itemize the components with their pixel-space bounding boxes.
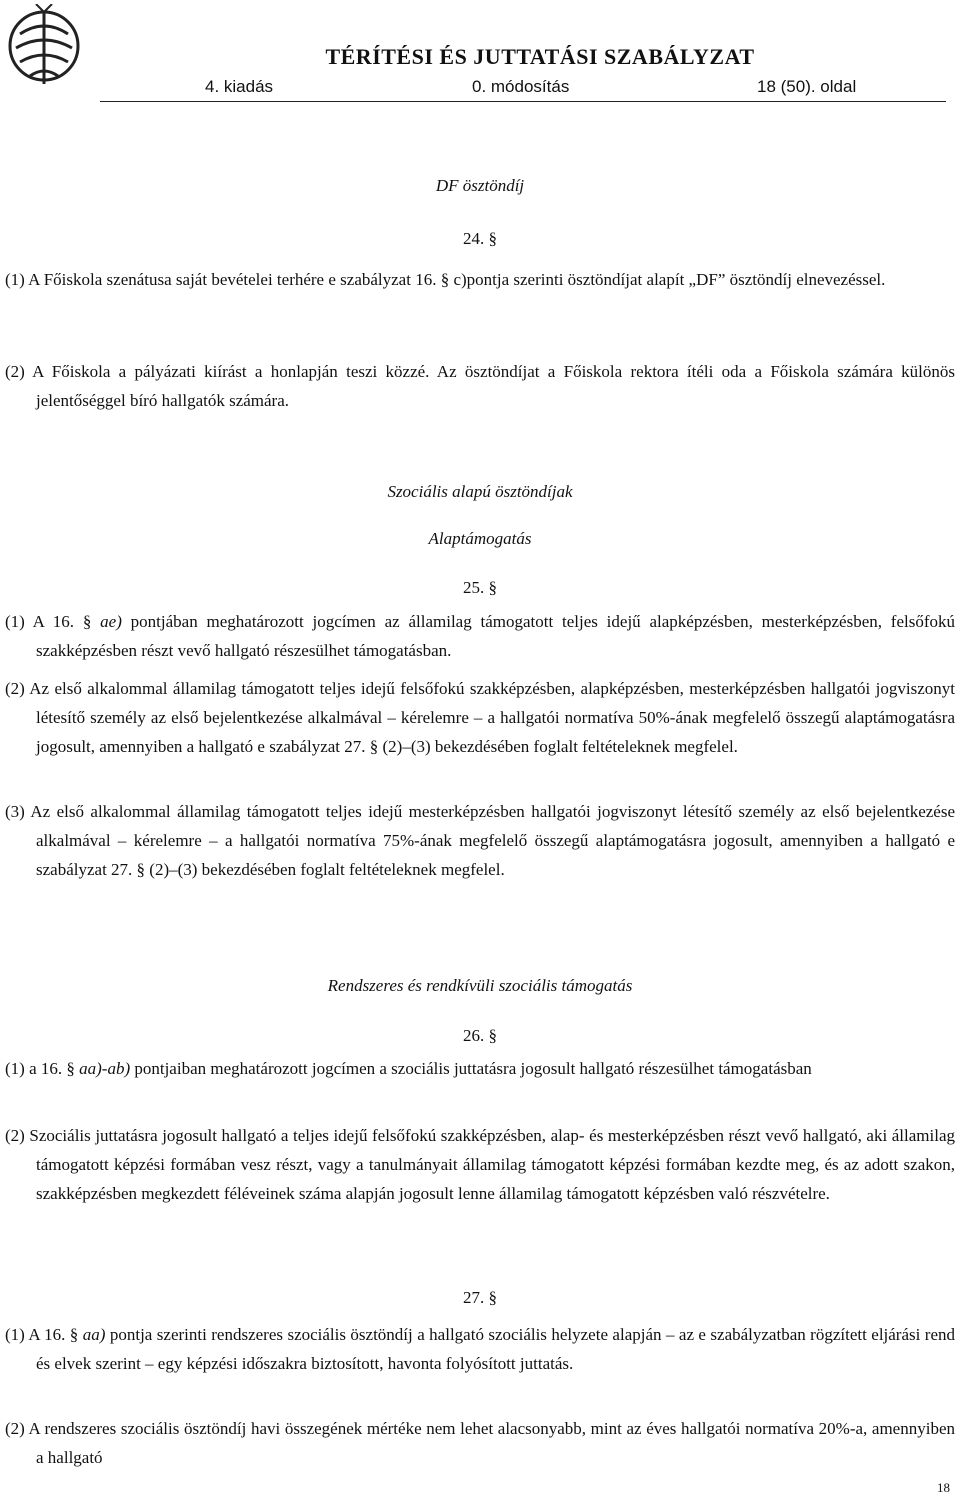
paragraph-25-1: (1) A 16. § ae) pontjában meghatározott jogcímen az államilag támogatott teljes idejű alapképzésben, mesterképzésben, felsőfokú szakképzésben részt vevő hallgató részesülhet támogatásban. bbox=[5, 612, 955, 660]
section-title-szocialis: Szociális alapú ösztöndíjak bbox=[387, 482, 573, 501]
paragraph-25-3: (3) Az első alkalommal államilag támogatott teljes idejű mesterképzésben hallgatói jogviszonyt létesítő személy az első bejelentkezése alkalmával – kérelemre – a hallgatói normatíva 75%-ának megfelelő összegű alaptámogatásra jogosult, amennyiben a hallgató e szabályzat 27. § (2)–(3) bekezdésében foglalt feltételeknek megfelel. bbox=[5, 802, 955, 879]
section-number-25: 25. § bbox=[463, 578, 497, 597]
edition: 4. kiadás bbox=[205, 77, 274, 96]
institution-logo bbox=[6, 4, 82, 94]
section-number-26: 26. § bbox=[463, 1026, 497, 1045]
paragraph-24-1: (1) A Főiskola szenátusa saját bevételei terhére e szabályzat 16. § c)pontja szerinti ösztöndíjat alapít „DF” ösztöndíj elnevezéssel. bbox=[5, 270, 886, 289]
header-divider bbox=[100, 101, 946, 102]
paragraph-24-2: (2) A Főiskola a pályázati kiírást a honlapján teszi közzé. Az ösztöndíjat a Főiskola rektora ítéli oda a Főiskola számára különös jelentőséggel bíró hallgatók számára. bbox=[5, 362, 955, 410]
document-title: TÉRÍTÉSI ÉS JUTTATÁSI SZABÁLYZAT bbox=[325, 44, 755, 69]
paragraph-26-1: (1) a 16. § aa)-ab) pontjaiban meghatározott jogcímen a szociális juttatásra jogosult hallgató részesülhet támogatásban bbox=[5, 1059, 812, 1078]
section-title-alaptamogatas: Alaptámogatás bbox=[428, 529, 532, 548]
section-title-rendszeres: Rendszeres és rendkívüli szociális támogatás bbox=[327, 976, 633, 995]
section-title-df: DF ösztöndíj bbox=[435, 176, 525, 195]
paragraph-25-2: (2) Az első alkalommal államilag támogatott teljes idejű felsőfokú szakképzésben, alapképzésben, mesterképzésben hallgatói jogviszonyt létesítő személy az első bejelentkezése alkalmával – kérelemre – a hallgatói normatíva 50%-ának megfelelő összegű alaptámogatásra jogosult, amennyiben a hallgató e szabályzat 27. § (2)–(3) bekezdésében foglalt feltételeknek megfelel. bbox=[5, 679, 955, 756]
paragraph-27-1: (1) A 16. § aa) pontja szerinti rendszeres szociális ösztöndíj a hallgató szociális helyzete alapján – az e szabályzatban rögzített eljárási rend és elvek szerint – egy képzési időszakra biztosított, havonta folyósított juttatás. bbox=[5, 1325, 955, 1373]
modification: 0. módosítás bbox=[472, 77, 570, 96]
paragraph-26-2: (2) Szociális juttatásra jogosult hallgató a teljes idejű felsőfokú szakképzésben, alap- és mesterképzésben részt vevő hallgató, aki államilag támogatott képzési formában vesz részt, vagy a tanulmányait államilag támogatott képzési formában kezdte meg, és az adott szakon, szakképzésben megkezdett féléveinek száma alapján jogosult lenne államilag támogatott képzésben való részvételre. bbox=[5, 1126, 955, 1203]
page-of-total: 18 (50). oldal bbox=[757, 77, 857, 96]
page-number: 18 bbox=[937, 1480, 950, 1495]
section-number-24: 24. § bbox=[463, 229, 497, 248]
section-number-27: 27. § bbox=[463, 1288, 497, 1307]
paragraph-27-2: (2) A rendszeres szociális ösztöndíj havi összegének mértéke nem lehet alacsonyabb, mint az éves hallgatói normatíva 20%-a, amennyiben a hallgató bbox=[5, 1419, 955, 1467]
